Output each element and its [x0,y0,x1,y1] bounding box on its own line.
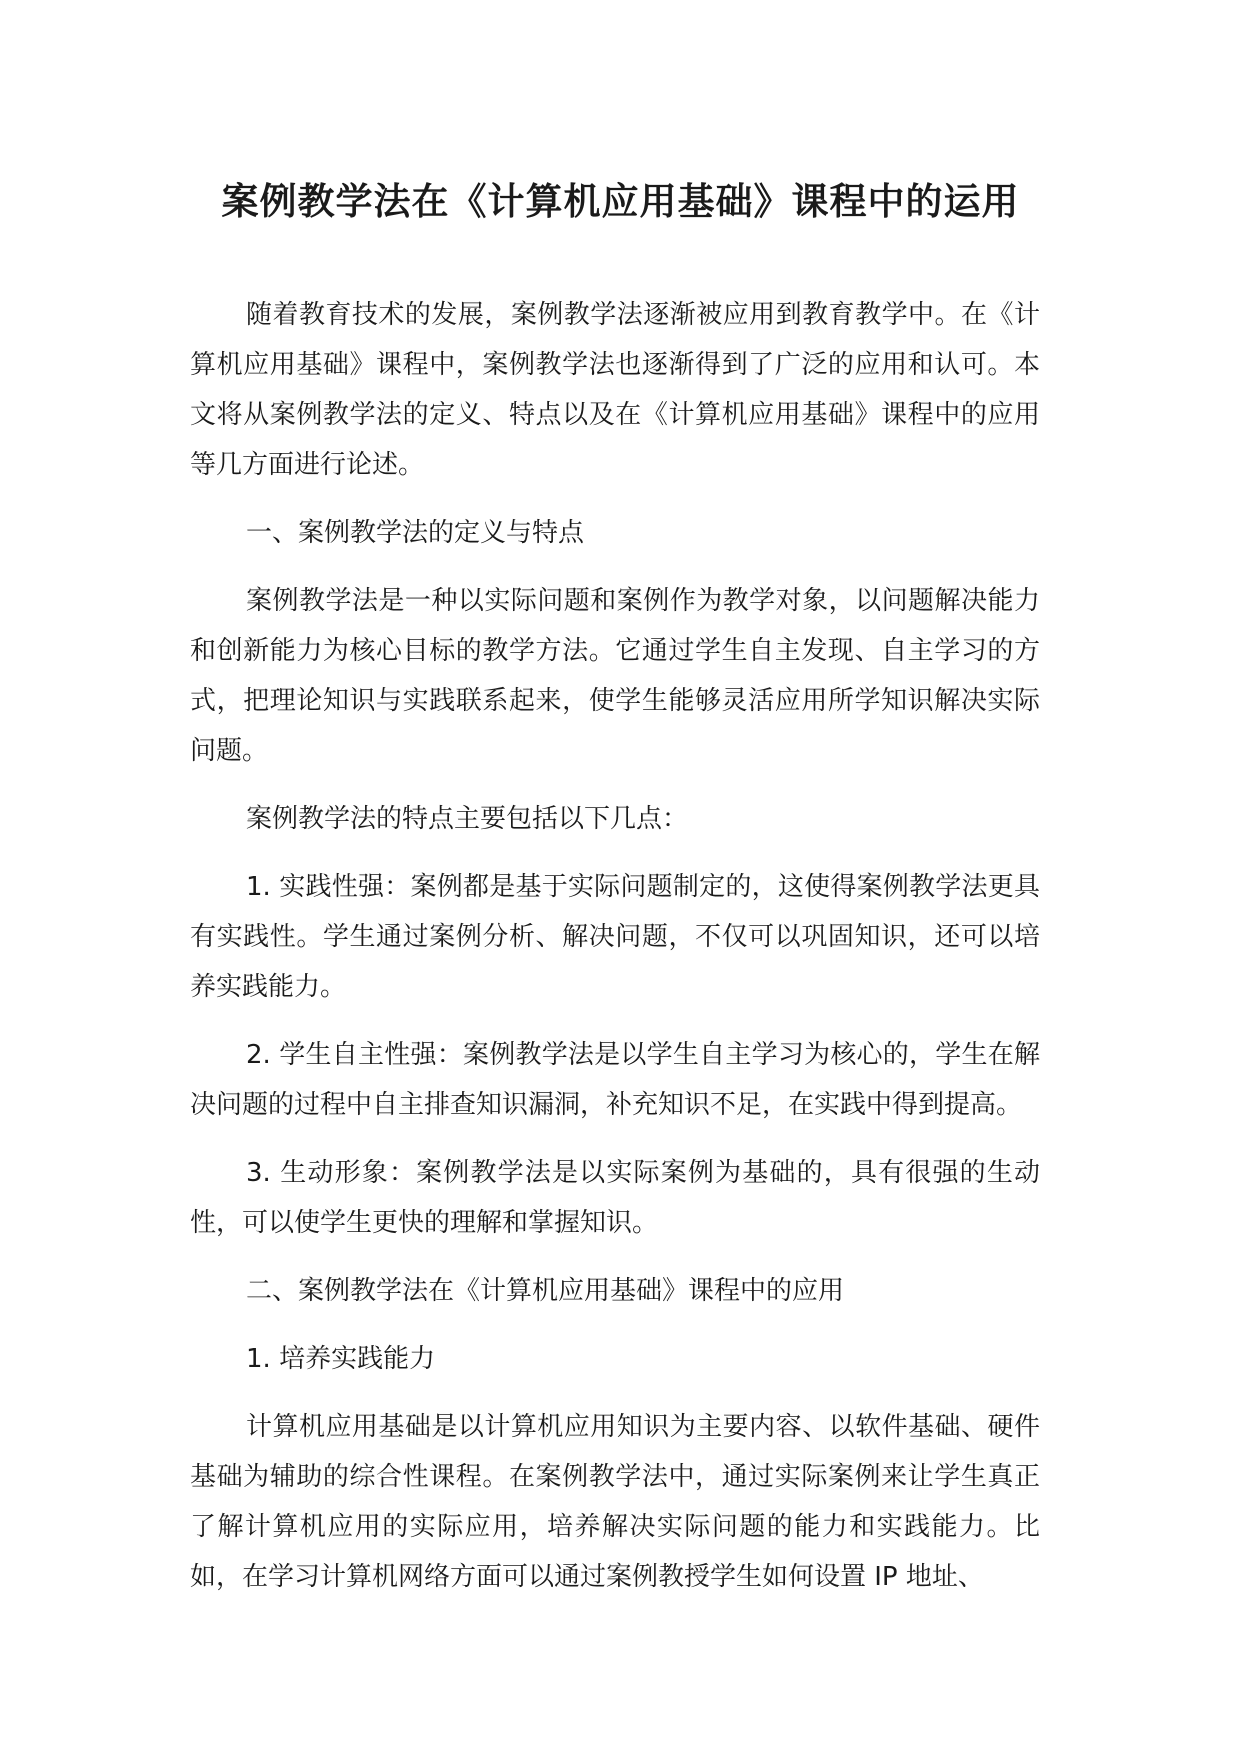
document-body [190,290,1040,1602]
paragraph-intro: 随着教育技术的发展，案例教学法逐渐被应用到教育教学中。在《计算机应用基础》课程中，案例教学法也逐渐得到了广泛的应用和认可。本文将从案例教学法的定义、特点以及在《计算机应用基础》课程中的应用等几方面进行论述。 [190,300,1040,480]
paragraph-practice: 计算机应用基础是以计算机应用知识为主要内容、以软件基础、硬件基础为辅助的综合性课程。在案例教学法中，通过实际案例来让学生真正了解计算机应用的实际应用，培养解决实际问题的能力和实践能力。比如，在学习计算机网络方面可以通过案例教授学生如何设置 IP 地址、 [190,1412,1040,1592]
section-heading-2: 二、案例教学法在《计算机应用基础》课程中的应用 [246,1276,845,1306]
paragraph-definition: 案例教学法是一种以实际问题和案例作为教学对象，以问题解决能力和创新能力为核心目标的教学方法。它通过学生自主发现、自主学习的方式，把理论知识与实践联系起来，使学生能够灵活应用所学知识解决实际问题。 [190,586,1040,766]
list-item-feature-2: 2. 学生自主性强：案例教学法是以学生自主学习为核心的，学生在解决问题的过程中自主排查知识漏洞，补充知识不足，在实践中得到提高。 [190,1040,1040,1120]
document-title: 案例教学法在《计算机应用基础》课程中的运用 [221,180,1020,223]
paragraph-features-intro: 案例教学法的特点主要包括以下几点： [246,804,689,834]
list-item-feature-3: 3. 生动形象：案例教学法是以实际案例为基础的，具有很强的生动性，可以使学生更快的理解和掌握知识。 [190,1158,1040,1238]
subsection-heading-1: 1. 培养实践能力 [246,1344,436,1374]
list-item-feature-1: 1. 实践性强：案例都是基于实际问题制定的，这使得案例教学法更具有实践性。学生通过案例分析、解决问题，不仅可以巩固知识，还可以培养实践能力。 [190,872,1040,1002]
section-heading-1: 一、案例教学法的定义与特点 [246,518,585,548]
